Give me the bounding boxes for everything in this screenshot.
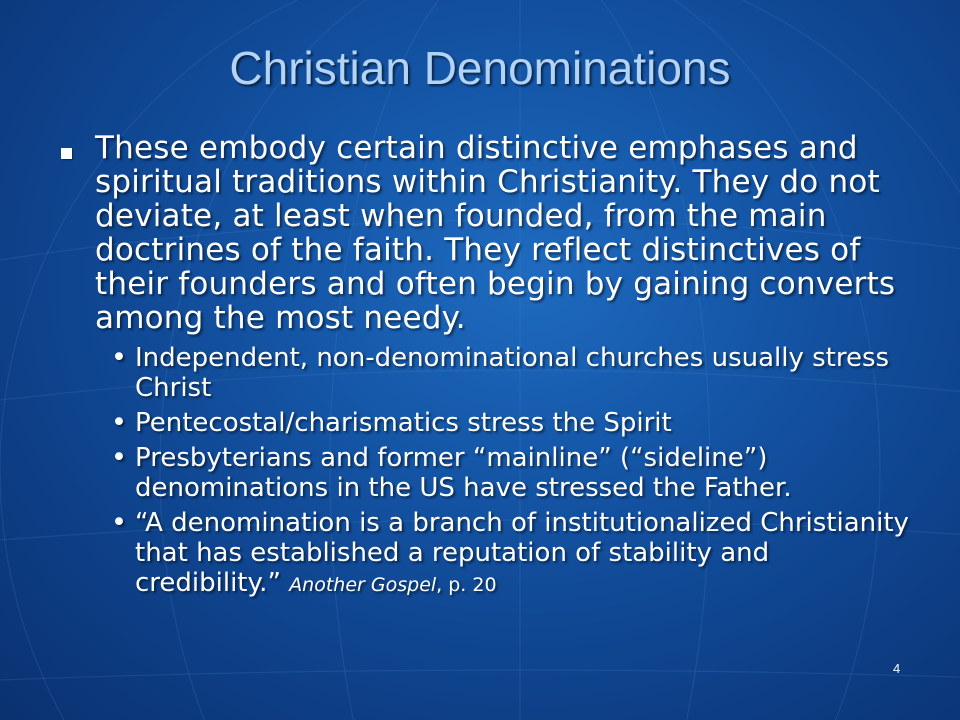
quote-bullet-text [135, 508, 917, 600]
sub-bullet-text: Independent, non-denominational churches usually stress Christ [135, 343, 890, 403]
sub-bullet-item [111, 408, 917, 438]
main-bullet-item [57, 131, 917, 335]
citation-title: Another Gospel [289, 574, 437, 596]
dot-bullet-icon: • [111, 507, 127, 538]
sub-bullet-text: Pentecostal/charismatics stress the Spirit [135, 408, 672, 438]
slide-title: Christian Denominations [229, 42, 731, 94]
square-bullet-icon [61, 148, 72, 159]
sub-bullet-text: Presbyterians and former “mainline” (“sideline”) denominations in the US have stressed the Father. [135, 443, 792, 503]
quote-text: “A denomination is a branch of institutionalized Christianity that has established a reputation of stability and credibility.” [135, 508, 909, 598]
sub-bullet-item [111, 343, 917, 403]
slide-body [57, 131, 917, 605]
dot-bullet-icon: • [111, 407, 127, 438]
dot-bullet-icon: • [111, 442, 127, 473]
main-bullet-text: These embody certain distinctive emphases and spiritual traditions within Christianity. They do not deviate, at least when founded, from the main doctrines of the faith. They reflect distinctives of their founders and often begin by gaining converts among the most needy. [95, 130, 896, 336]
dot-bullet-icon: • [111, 342, 127, 373]
sub-bullet-item [111, 443, 917, 503]
sub-bullet-list [57, 343, 917, 600]
citation-page: , p. 20 [436, 574, 497, 596]
slide-number: 4 [893, 661, 901, 676]
sub-bullet-item [111, 508, 917, 600]
